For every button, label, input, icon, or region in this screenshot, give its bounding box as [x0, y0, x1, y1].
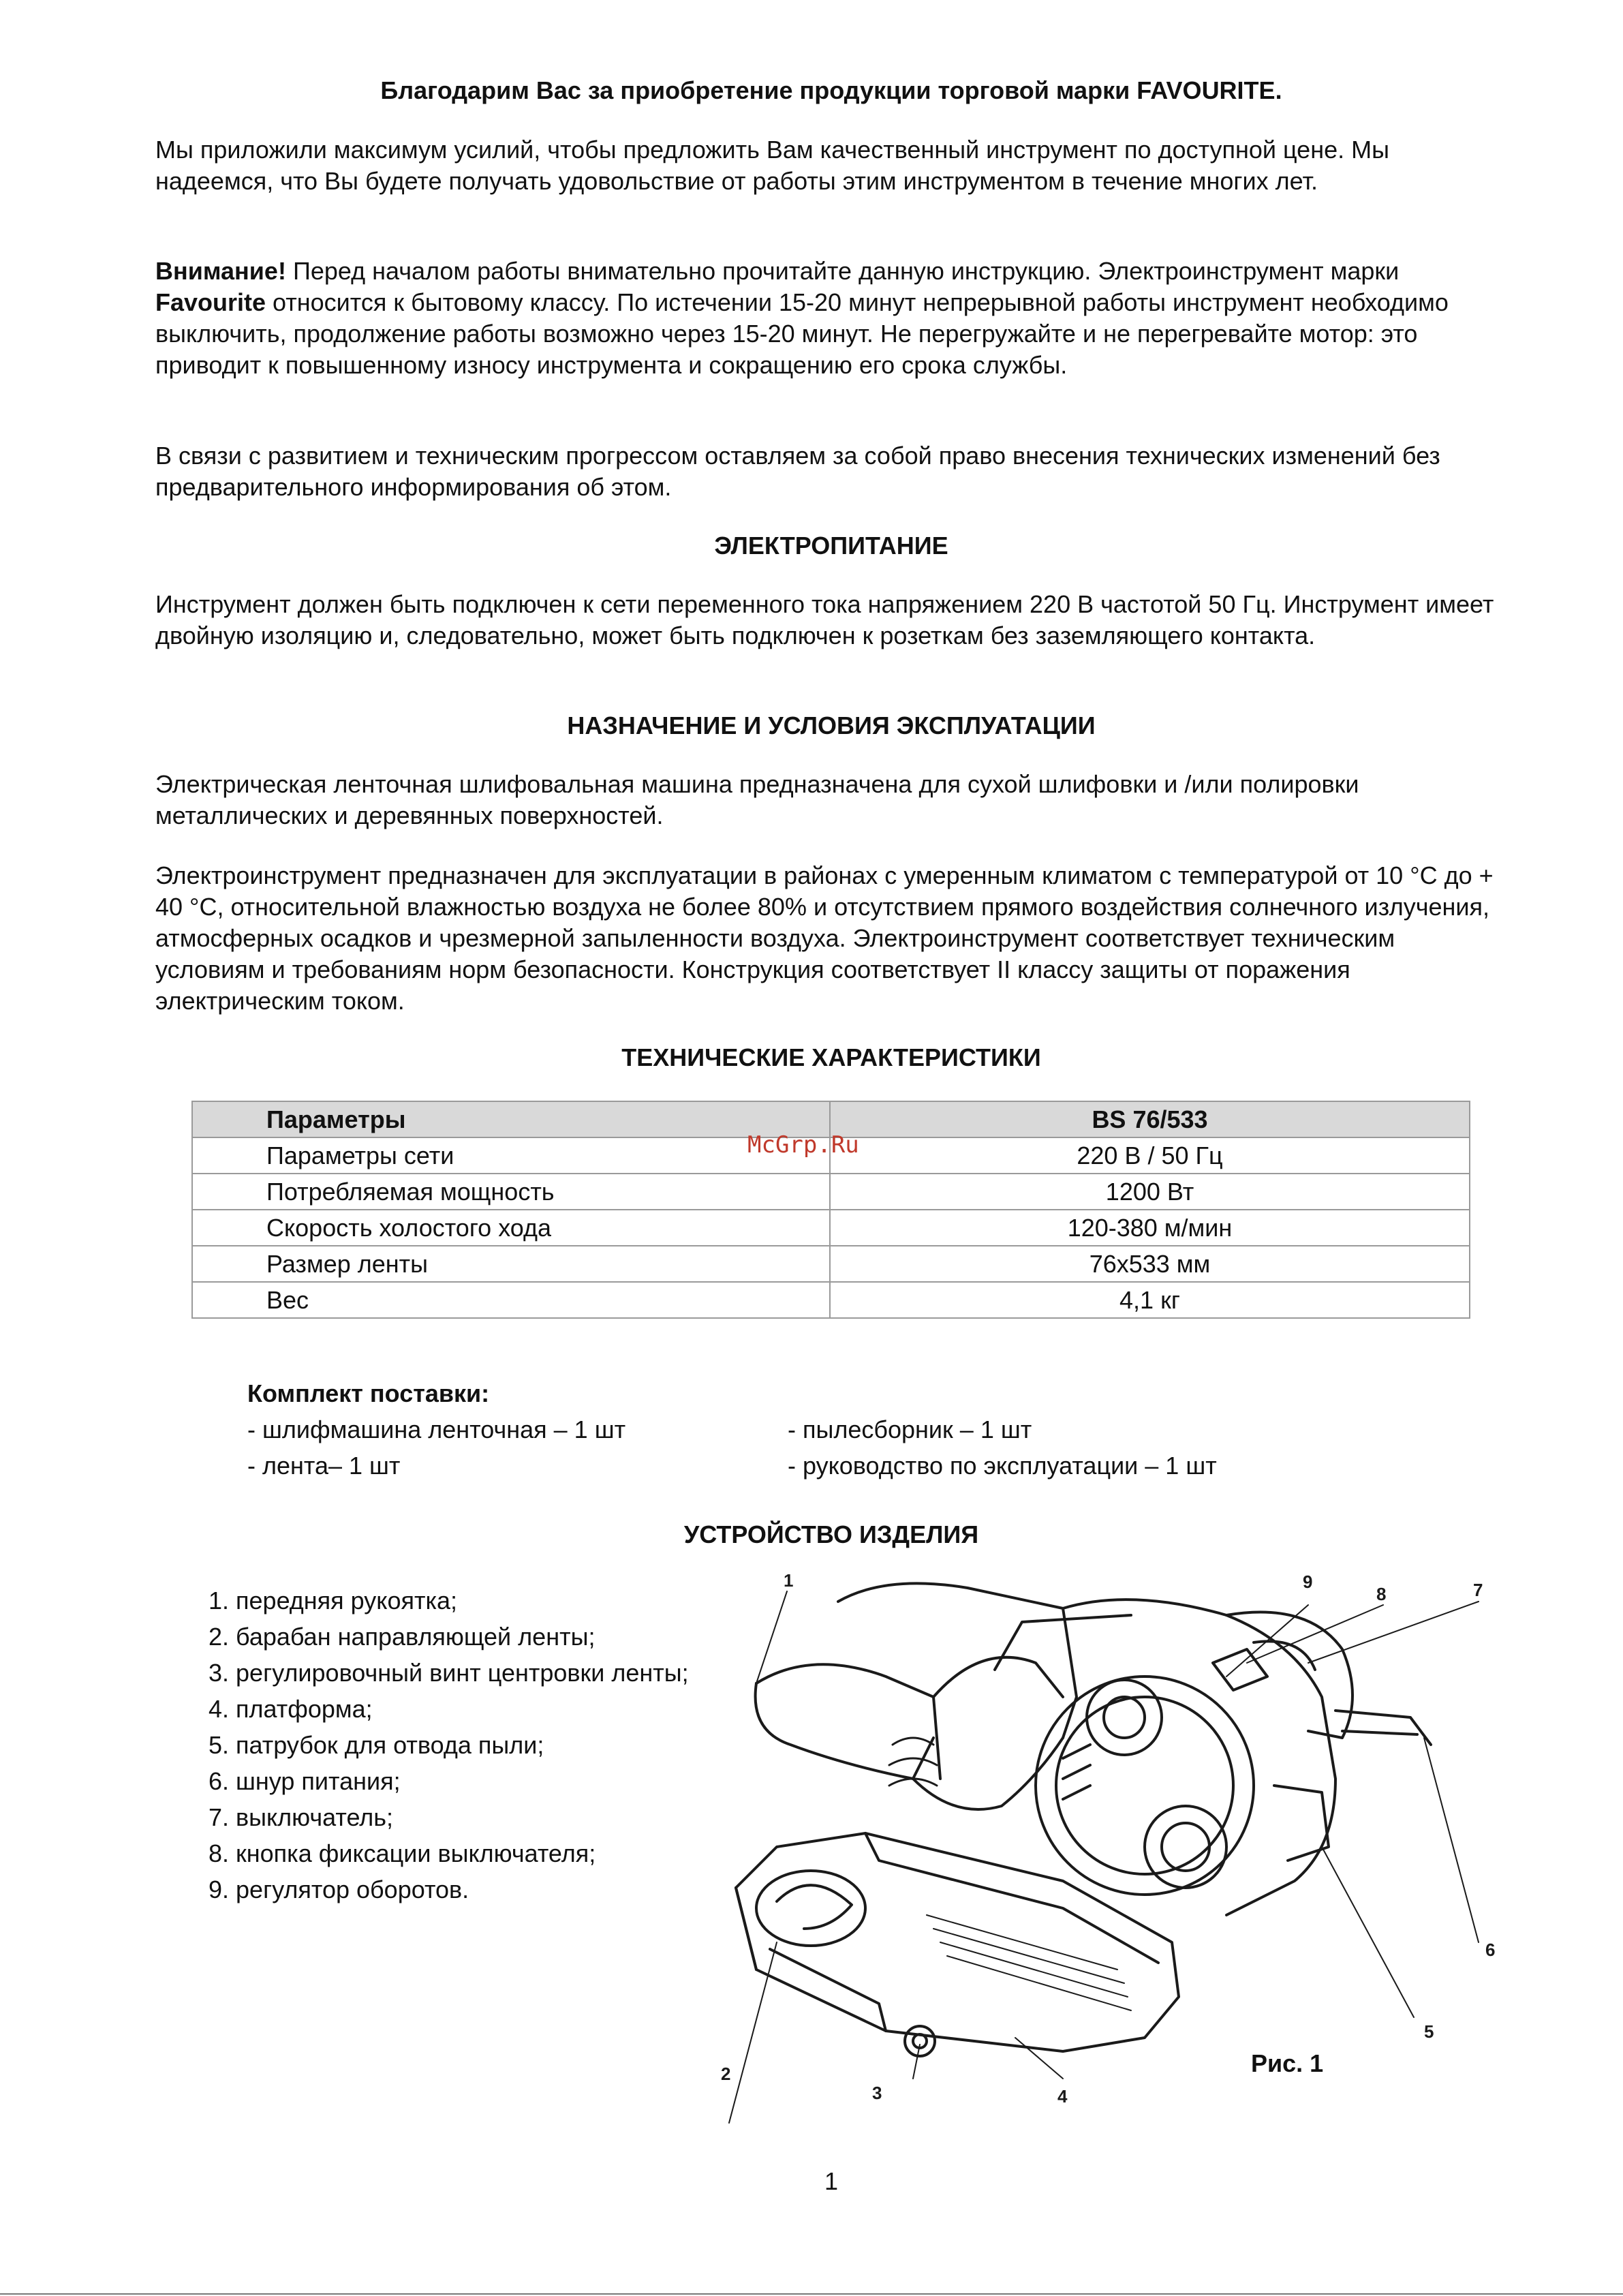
- page-number: 1: [824, 2167, 839, 2195]
- table-row: [192, 1246, 1470, 1282]
- purpose-paragraph-2: Электроинструмент предназначен для эксплуатации в районах с умеренным климатом с температурой от 10 °С до + 40 °С, относительной влажностью воздуха не более 80% и отсутствием прямого воздействия солнечного излучения, атмосферных осадков и чрезмерной запыленности воздуха. Электроинструмент соответствует техническим условиям и требованиям норм безопасности. Конструкция соответствует II классу защиты от поражения электрическим током.: [155, 861, 1494, 1015]
- callout-label: 3: [872, 2083, 882, 2103]
- list-item: 2. барабан направляющей ленты;: [208, 1623, 596, 1651]
- spec-value: 120-380 м/мин: [830, 1210, 1470, 1246]
- spec-value: 76х533 мм: [830, 1246, 1470, 1282]
- kit-item: - лента– 1 шт: [247, 1452, 401, 1480]
- callout-label: 5: [1424, 2021, 1434, 2042]
- kit-item: - пылесборник – 1 шт: [788, 1415, 1032, 1443]
- callout-label: 4: [1057, 2086, 1068, 2107]
- kit-item: - шлифмашина ленточная – 1 шт: [247, 1415, 626, 1443]
- purpose-heading: НАЗНАЧЕНИЕ И УСЛОВИЯ ЭКСПЛУАТАЦИИ: [567, 711, 1096, 739]
- intro-paragraph: Мы приложили максимум усилий, чтобы предложить Вам качественный инструмент по доступной цене. Мы надеемся, что Вы будете получать удовольствие от работы этим инструментом в течение многих лет.: [155, 136, 1389, 195]
- table-row: [192, 1282, 1470, 1318]
- parts-list: [208, 1582, 689, 1908]
- spec-value: 220 В / 50 Гц: [830, 1137, 1470, 1174]
- callout-label: 9: [1303, 1572, 1313, 1592]
- bottom-divider: [0, 2293, 1623, 2295]
- spec-value: 4,1 кг: [830, 1282, 1470, 1318]
- specs-heading: ТЕХНИЧЕСКИЕ ХАРАКТЕРИСТИКИ: [621, 1043, 1041, 1071]
- specs-header-param: Параметры: [192, 1101, 830, 1137]
- purpose-paragraph-1: Электрическая ленточная шлифовальная машина предназначена для сухой шлифовки и /или полировки металлических и деревянных поверхностей.: [155, 770, 1359, 829]
- list-item: 5. патрубок для отвода пыли;: [208, 1731, 544, 1759]
- list-item: 3. регулировочный винт центровки ленты;: [208, 1659, 689, 1687]
- kit-title: Комплект поставки:: [247, 1379, 490, 1407]
- spec-param: Размер ленты: [192, 1246, 830, 1282]
- spec-param: Потребляемая мощность: [192, 1174, 830, 1210]
- thanks-heading: Благодарим Вас за приобретение продукции торговой марки FAVOURITE.: [380, 76, 1282, 104]
- list-item: 8. кнопка фиксации выключателя;: [208, 1839, 596, 1867]
- belt-sander-drawing: [709, 1561, 1519, 2126]
- warning-paragraph: [155, 256, 1504, 381]
- kit-item: - руководство по эксплуатации – 1 шт: [788, 1452, 1217, 1480]
- spec-param: Вес: [192, 1282, 830, 1318]
- list-item: 6. шнур питания;: [208, 1767, 401, 1795]
- spec-param: Параметры сети: [192, 1137, 830, 1174]
- table-row: [192, 1174, 1470, 1210]
- warning-label: Внимание!: [155, 257, 286, 285]
- list-item: 7. выключатель;: [208, 1803, 394, 1831]
- callout-label: 7: [1473, 1580, 1483, 1600]
- brand-name: Favourite: [155, 288, 266, 316]
- list-item: 4. платформа;: [208, 1695, 373, 1723]
- callout-label: 1: [784, 1570, 794, 1591]
- device-heading: УСТРОЙСТВО ИЗДЕЛИЯ: [683, 1520, 979, 1548]
- figure-caption: Рис. 1: [1251, 2049, 1324, 2077]
- callout-label: 2: [721, 2064, 731, 2084]
- watermark: McGrp.Ru: [747, 1131, 859, 1159]
- warning-text-1: Перед началом работы внимательно прочитайте данную инструкцию. Электроинструмент марки: [285, 257, 1400, 285]
- rights-paragraph: В связи с развитием и техническим прогрессом оставляем за собой право внесения технических изменений без предварительного информирования об этом.: [155, 442, 1440, 501]
- spec-value: 1200 Вт: [830, 1174, 1470, 1210]
- warning-text-2: относится к бытовому классу. По истечении 15-20 минут непрерывной работы инструмент необходимо выключить, продолжение работы возможно через 15-20 минут. Не перегружайте и не перегревайте мотор: это приводит к повышенному износу инструмента и сокращению его срока службы.: [155, 288, 1449, 379]
- power-heading: ЭЛЕКТРОПИТАНИЕ: [714, 532, 948, 560]
- specs-header-model: BS 76/533: [830, 1101, 1470, 1137]
- spec-param: Скорость холостого хода: [192, 1210, 830, 1246]
- power-paragraph: Инструмент должен быть подключен к сети переменного тока напряжением 220 В частотой 50 Гц. Инструмент имеет двойную изоляцию и, следовательно, может быть подключен к розеткам без заземляющего контакта.: [155, 590, 1494, 649]
- callout-label: 8: [1376, 1584, 1387, 1604]
- callout-label: 6: [1485, 1940, 1496, 1960]
- list-item: 1. передняя рукоятка;: [208, 1587, 458, 1614]
- table-row: [192, 1210, 1470, 1246]
- list-item: 9. регулятор оборотов.: [208, 1876, 469, 1903]
